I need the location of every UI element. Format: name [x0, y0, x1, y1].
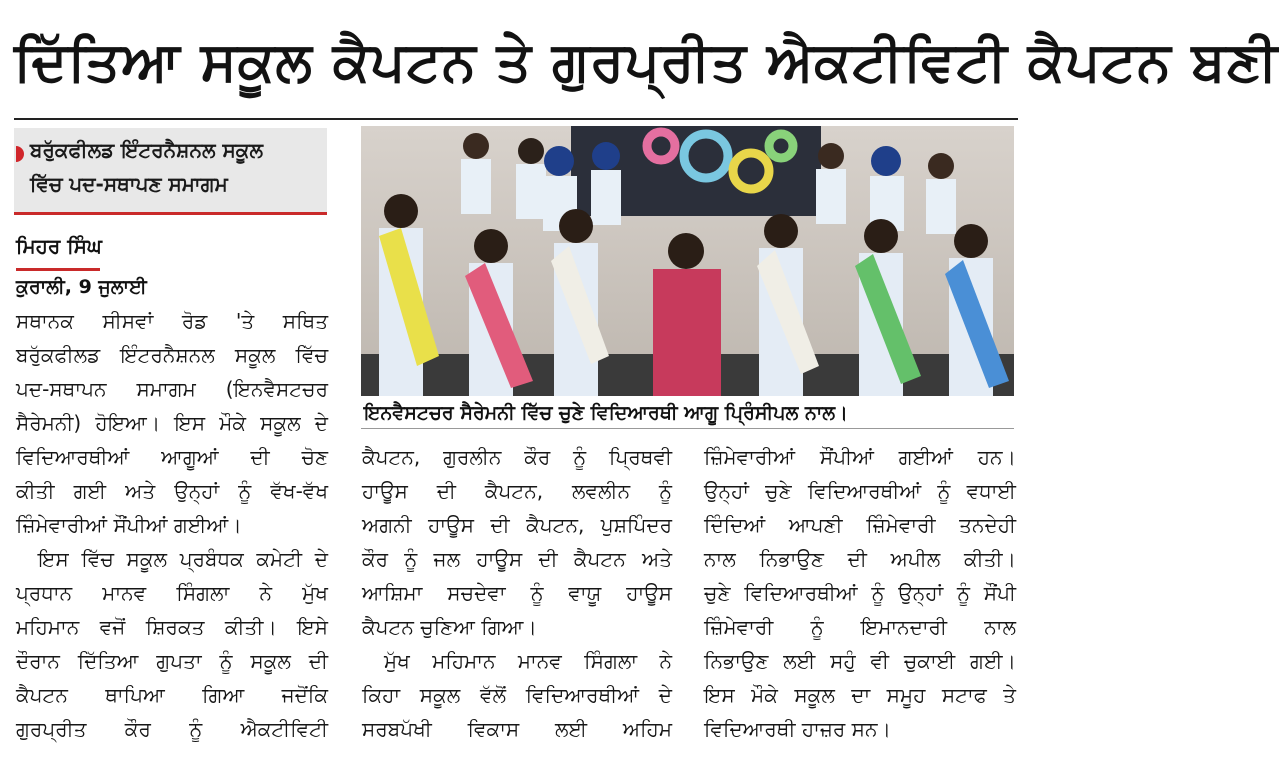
- text-line: ਉਨ੍ਹਾਂ ਚੁਣੇ ਵਿਦਿਆਰਥੀਆਂ ਨੂੰ ਵਧਾਈ: [704, 479, 1016, 503]
- byline-underline: [16, 268, 100, 271]
- text-line: ਮੁੱਖ ਮਹਿਮਾਨ ਮਾਨਵ ਸਿੰਗਲਾ ਨੇ: [384, 649, 672, 673]
- headline-divider: [14, 118, 1018, 120]
- text-line: ਵਿਦਿਆਰਥੀਆਂ ਆਗੂਆਂ ਦੀ ਚੋਣ: [16, 445, 328, 469]
- text-line: ਮਹਿਮਾਨ ਵਜੋਂ ਸ਼ਿਰਕਤ ਕੀਤੀ। ਇਸੇ: [16, 615, 328, 639]
- text-line: ਕਿਹਾ ਸਕੂਲ ਵੱਲੋਂ ਵਿਦਿਆਰਥੀਆਂ ਦੇ: [362, 683, 672, 707]
- text-line: ਕੈਪਟਨ ਥਾਪਿਆ ਗਿਆ ਜਦੋਂਕਿ: [16, 683, 328, 707]
- text-line: ਕੈਪਟਨ ਚੁਣਿਆ ਗਿਆ।: [362, 615, 537, 639]
- text-line: ਹਾਊਸ ਦੀ ਕੈਪਟਨ, ਲਵਲੀਨ ਨੂੰ: [362, 479, 672, 503]
- text-line: ਕੀਤੀ ਗਈ ਅਤੇ ਉਨ੍ਹਾਂ ਨੂੰ ਵੱਖ-ਵੱਖ: [16, 479, 328, 503]
- subhead-line-2: ਵਿੱਚ ਪਦ-ਸਥਾਪਣ ਸਮਾਗਮ: [30, 172, 228, 196]
- subhead-box: [14, 128, 327, 215]
- text-line: ਚੁਣੇ ਵਿਦਿਆਰਥੀਆਂ ਨੂੰ ਉਨ੍ਹਾਂ ਨੂੰ ਸੌਂਪੀ: [704, 581, 1016, 605]
- text-line: ਆਸ਼ਿਮਾ ਸਚਦੇਵਾ ਨੂੰ ਵਾਯੂ ਹਾਊਸ: [362, 581, 672, 605]
- text-line: ਅਗਨੀ ਹਾਊਸ ਦੀ ਕੈਪਟਨ, ਪੁਸ਼ਪਿੰਦਰ: [362, 513, 672, 537]
- text-line: ਦਿੰਦਿਆਂ ਆਪਣੀ ਜ਼ਿੰਮੇਵਾਰੀ ਤਨਦੇਹੀ: [704, 513, 1016, 537]
- photo-caption: ਇਨਵੈਸਟਚਰ ਸੈਰੇਮਨੀ ਵਿੱਚ ਚੁਣੇ ਵਿਦਿਆਰਥੀ ਆਗੂ ਪ੍ਰਿੰਸੀਪਲ ਨਾਲ।: [364, 402, 848, 424]
- group-photo: [361, 126, 1014, 396]
- text-line: ਬਰੁੱਕਫੀਲਡ ਇੰਟਰਨੈਸ਼ਨਲ ਸਕੂਲ ਵਿੱਚ: [16, 343, 328, 367]
- text-line: ਨਿਭਾਉਣ ਲਈ ਸਹੁੰ ਵੀ ਚੁਕਾਈ ਗਈ।: [704, 649, 1016, 673]
- article-column-2: [362, 440, 672, 746]
- text-line: ਨਾਲ ਨਿਭਾਉਣ ਦੀ ਅਪੀਲ ਕੀਤੀ।: [704, 547, 1016, 571]
- text-line: ਸਥਾਨਕ ਸੀਸਵਾਂ ਰੋਡ 'ਤੇ ਸਥਿਤ: [16, 309, 328, 333]
- text-line: ਗੁਰਪ੍ਰੀਤ ਕੌਰ ਨੂੰ ਐਕਟੀਵਿਟੀ: [16, 717, 328, 741]
- bullet-marker-icon: [16, 146, 24, 162]
- text-line: ਜ਼ਿੰਮੇਵਾਰੀ ਨੂੰ ਇਮਾਨਦਾਰੀ ਨਾਲ: [704, 615, 1016, 639]
- byline: ਮਿਹਰ ਸਿੰਘ: [16, 234, 102, 258]
- text-line: ਕੌਰ ਨੂੰ ਜਲ ਹਾਊਸ ਦੀ ਕੈਪਟਨ ਅਤੇ: [362, 547, 672, 571]
- text-line: ਸਰਬਪੱਖੀ ਵਿਕਾਸ ਲਈ ਅਹਿਮ: [362, 717, 672, 741]
- text-line: ਇਸ ਵਿੱਚ ਸਕੂਲ ਪ੍ਰਬੰਧਕ ਕਮੇਟੀ ਦੇ: [38, 547, 328, 571]
- subhead-line-1: ਬਰੁੱਕਫੀਲਡ ਇੰਟਰਨੈਸ਼ਨਲ ਸਕੂਲ: [30, 138, 263, 162]
- text-line: ਵਿਦਿਆਰਥੀ ਹਾਜ਼ਰ ਸਨ।: [704, 717, 891, 741]
- article-column-1: [16, 304, 328, 746]
- text-line: ਪਦ-ਸਥਾਪਨ ਸਮਾਗਮ (ਇਨਵੈਸਟਚਰ: [16, 377, 328, 401]
- text-line: ਜ਼ਿੰਮੇਵਾਰੀਆਂ ਸੌਂਪੀਆਂ ਗਈਆਂ ਹਨ।: [704, 445, 1016, 469]
- dateline: ਕੁਰਾਲੀ, 9 ਜੁਲਾਈ: [16, 276, 147, 298]
- caption-divider: [361, 428, 1014, 429]
- article-column-3: [704, 440, 1016, 746]
- text-line: ਇਸ ਮੌਕੇ ਸਕੂਲ ਦਾ ਸਮੂਹ ਸਟਾਫ ਤੇ: [704, 683, 1016, 707]
- text-line: ਜ਼ਿੰਮੇਵਾਰੀਆਂ ਸੌਂਪੀਆਂ ਗਈਆਂ।: [16, 513, 242, 537]
- text-line: ਕੈਪਟਨ, ਗੁਰਲੀਨ ਕੌਰ ਨੂੰ ਪ੍ਰਿਥਵੀ: [362, 445, 672, 469]
- group-photo-illustration: [361, 126, 1014, 396]
- headline: ਦਿੱਤਿਆ ਸਕੂਲ ਕੈਪਟਨ ਤੇ ਗੁਰਪ੍ਰੀਤ ਐਕਟੀਵਿਟੀ ਕੈਪਟਨ ਬਣੀ: [14, 30, 1279, 93]
- text-line: ਸੈਰੇਮਨੀ) ਹੋਇਆ। ਇਸ ਮੌਕੇ ਸਕੂਲ ਦੇ: [16, 411, 328, 435]
- text-line: ਦੌਰਾਨ ਦਿੱਤਿਆ ਗੁਪਤਾ ਨੂੰ ਸਕੂਲ ਦੀ: [16, 649, 328, 673]
- text-line: ਪ੍ਰਧਾਨ ਮਾਨਵ ਸਿੰਗਲਾ ਨੇ ਮੁੱਖ: [16, 581, 328, 605]
